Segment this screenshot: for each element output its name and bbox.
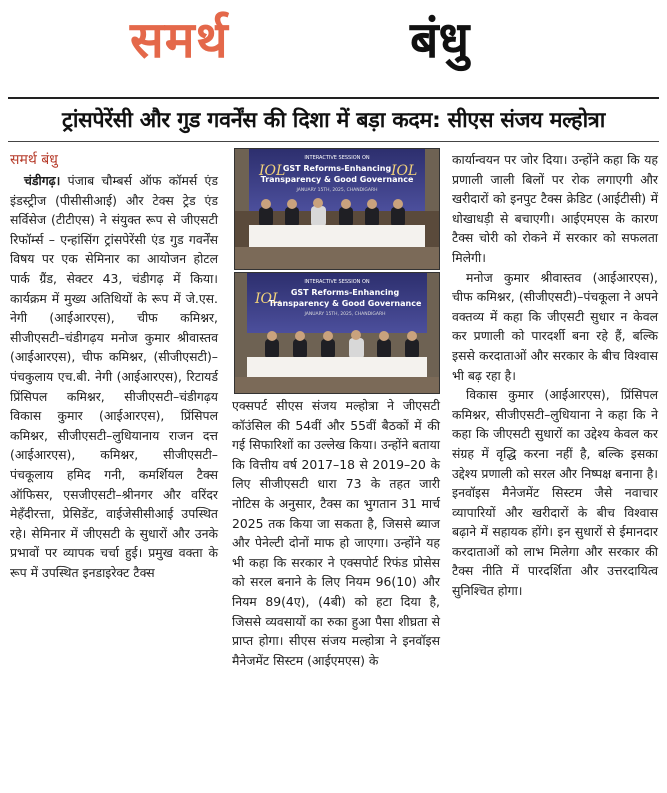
banner-title: GST Reforms-Enhancing	[282, 164, 392, 173]
article-column-middle	[232, 396, 440, 670]
event-photo-2-image	[235, 273, 439, 393]
paragraph: कार्यान्वयन पर जोर दिया। उन्होंने कहा कि यह प्रणाली जाली बिलों पर रोक लगाएगी और खरीदारों को इनपुट टैक्स क्रेडिट (आईटीसी) में धोखाधड़ी से बचाएगी। आईएमएस के कारण टैक्स चोरी को रोकने में सरकार को सफलता मिलेगी।	[452, 152, 658, 265]
paragraph	[10, 171, 218, 582]
article-headline: ट्रांसपेरेंसी और गुड गवर्नेंस की दिशा में बड़ा कदम: सीएस संजय मल्होत्रा	[62, 108, 605, 133]
left-column-text: पंजाब चौम्बर्स ऑफ कॉमर्स एंड इंडस्ट्रीज (पीसीसीआई) और टेक्स ट्रेड एंड सर्विसेज (टीटीएस) ने संयुक्त रूप से जीएसटी रिफॉर्म्स – एन्हांसिंग ट्रांसपेरेंसी एंड गुड गवर्नेंस विषय पर एक सेमिनार का आयोजन होटल पार्क ग्रैंड, सेक्टर 43, चंडीगढ़ में किया। कार्यक्रम में मुख्य अतिथियों के रूप में जे.एस. नेगी (आईआरएस), चीफ कमिश्नर, सीजीएसटी–चंडीगढ़य मनोज कुमार श्रीवास्तव (आईआरएस), चीफ कमिश्नर, (सीजीएसटी)–पंचकुलाय एच.बी. नेगी (आईआरएस), रिटायर्ड प्रिंसिपल कमिश्नर, सीजीएसटी–चंडीगढ़य विकास कुमार (आईआरएस), प्रिंसिपल कमिश्नर, सीजीएसटी–लुधियानाय राजन दत्त (आईआरएस), कमिश्नर, सीजीएसटी–पंचकूलाय हमिद गनी, कमर्शियल टैक्स ऑफिसर, एसजीएसटी–श्रीनगर और वरिंदर मेहँदीरत्ता, प्रेसिडेंट, वाईजेसीसीआई उपस्थित रहे। सेमिनार में जीएसटी के सुधारों और उनके प्रभावों पर व्यापक चर्चा हुई। प्रमुख वक्ता के रूप में उपस्थित इनडाइरेक्ट टैक्स	[10, 173, 218, 580]
masthead-title-right: बंधु	[410, 10, 470, 69]
paragraph: मनोज कुमार श्रीवास्तव (आईआरएस), चीफ कमिश्नर, (सीजीएसटी)–पंचकूला ने अपने वक्तव्य में कहा कि जीएसटी सुधार न केवल कर प्रणाली को पारदर्शी बना रहे हैं, बल्कि इससे करदाताओं और सरकार के बीच विश्वास भी बढ़ रहा है।	[452, 269, 658, 383]
headline-divider	[8, 141, 659, 142]
banner-top-text: INTERACTIVE SESSION ON	[304, 155, 370, 161]
head-table-cloth	[249, 225, 425, 247]
paragraph: एक्सपर्ट सीएस संजय मल्होत्रा ने जीएसटी कॉउंसिल की 54वीं और 55वीं बैठकों में की गई सिफारिशों का उल्लेख किया। उन्होंने बताया कि वित्तीय वर्ष 2017–18 से 2019–20 के लिए सीजीएसटी धारा 73 के तहत जारी नोटिस के अनुसार, टैक्स का भुगतान 31 मार्च 2025 तक किया जा सकता है, जिससे ब्याज और पेनेल्टी दोनों माफ हो जाएगा। उन्होंने यह भी कहा कि सरकार ने एक्सपोर्ट रिफंड प्रोसेस को सरल बनाने के लिए नियम 96(10) और नियम 89(4ए), (4बी) को हटा दिया है, जिससे व्यवसायों का रुका हुआ पैसा शीघ्रता से प्राप्त होगा। सीएस संजय मल्होत्रा ने इनवॉइस मैनेजमेंट सिस्टम (आईएमएस) के	[232, 398, 440, 668]
header-divider	[8, 97, 659, 99]
banner-logo-right: IOL	[391, 163, 418, 179]
event-photo-1-image	[235, 149, 439, 269]
banner-date: JANUARY 15TH, 2025, CHANDIGARH	[296, 188, 378, 193]
banner-title: GST Reforms-Enhancing	[290, 288, 400, 297]
article-column-left	[10, 150, 218, 582]
byline: समर्थ बंधु	[10, 152, 58, 168]
event-photo-1	[234, 148, 440, 270]
banner-logo-left: IOL	[255, 291, 282, 307]
banner-date: JANUARY 15TH, 2025, CHANDIGARH	[304, 312, 386, 317]
event-photo-2	[234, 272, 440, 394]
banner-subtitle: Transparency & Good Governance	[260, 175, 414, 184]
banner-top-text: INTERACTIVE SESSION ON	[304, 279, 370, 285]
masthead	[0, 0, 667, 96]
dateline: चंडीगढ़।	[24, 173, 61, 188]
article-column-right	[452, 150, 658, 601]
masthead-title-left: समर्थ	[130, 10, 229, 69]
head-table-cloth	[247, 357, 427, 377]
banner-logo-left: IOL	[259, 163, 286, 179]
banner-subtitle: Transparency & Good Governance	[268, 299, 422, 308]
paragraph: विकास कुमार (आईआरएस), प्रिंसिपल कमिश्नर, सीजीएसटी–लुधियाना ने कहा कि ने कहा कि जीएसटी सुधारों का उद्देश्य केवल कर संग्रह में वृद्धि करना नहीं है, बल्कि इसका उद्देश्य प्रणाली को सरल और निष्पक्ष बनाना है। इनवॉइस मैनेजमेंट सिस्टम जैसे नवाचार व्यापारियों और खरीदारों के बीच विश्वास बढ़ाने में सहायक होंगे। इन सुधारों से ईमानदार करदाताओं को लाभ मिलेगा और सरकार की टैक्स नीति में पारदर्शिता और उत्तरदायित्व सुनिश्चित होगा।	[452, 387, 658, 599]
